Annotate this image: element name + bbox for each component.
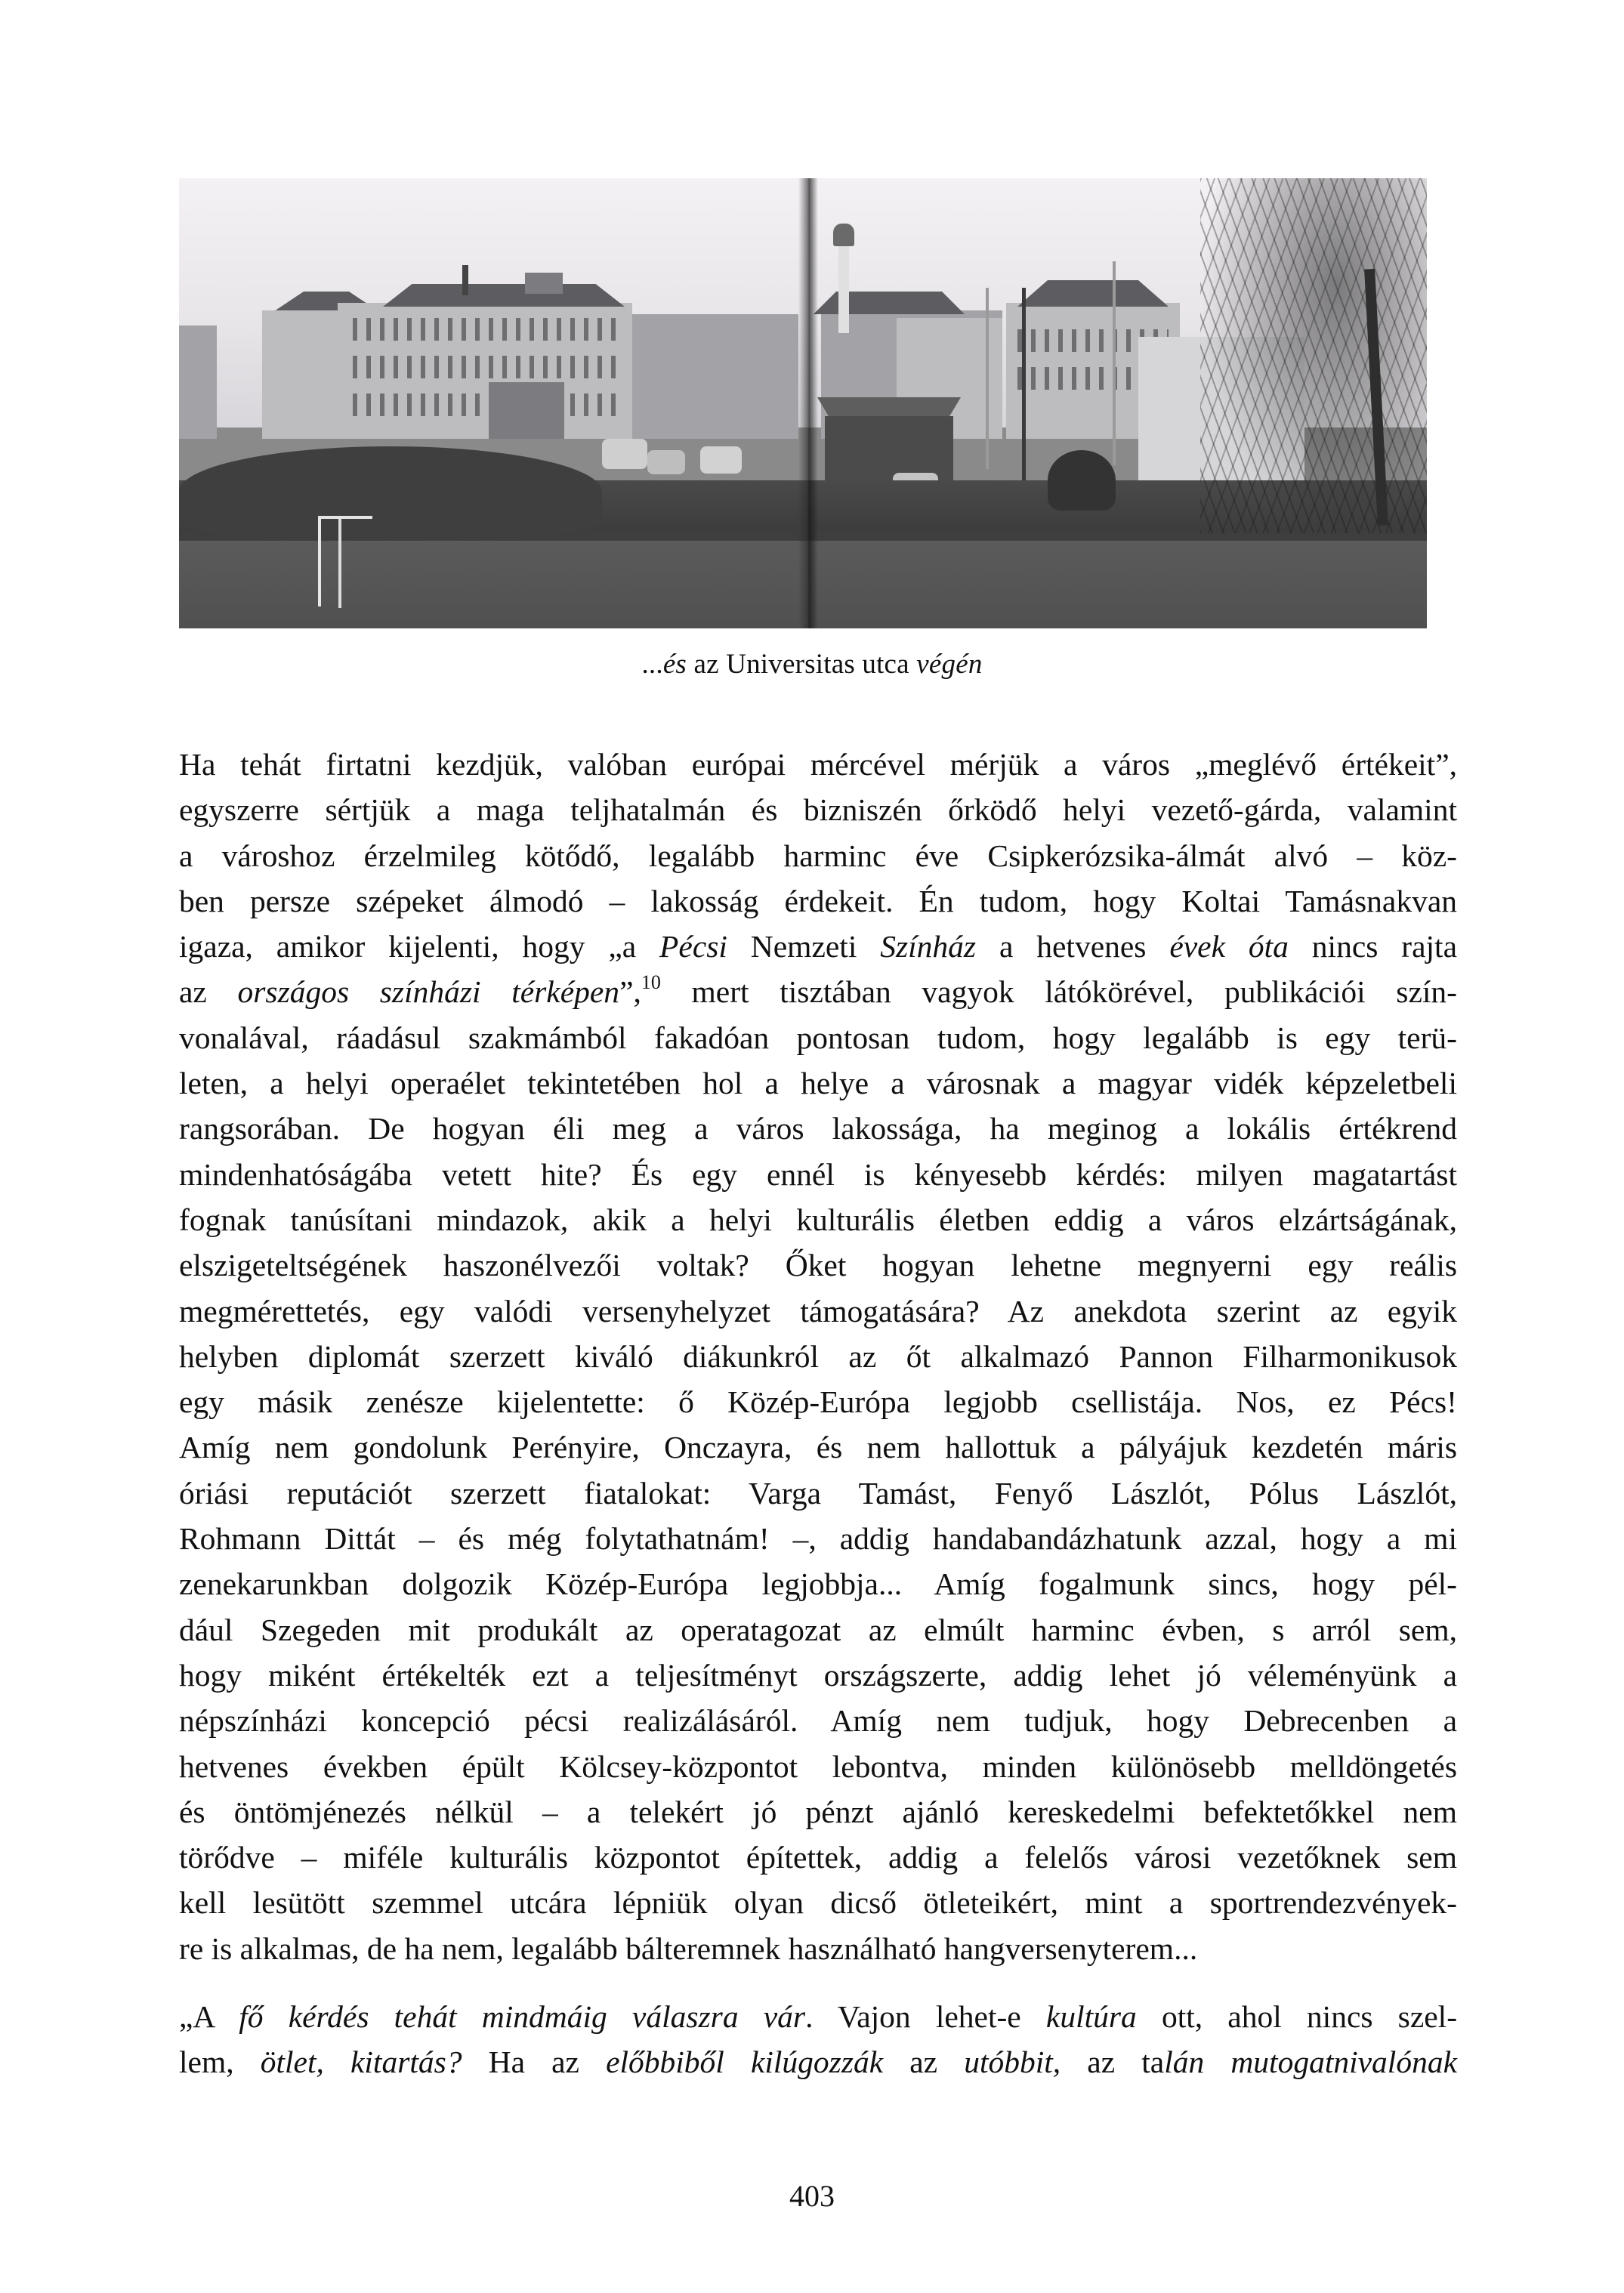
- italic-run: Pécsi: [659, 929, 727, 964]
- text-run: „A: [179, 1999, 239, 2035]
- caption-ellipsis: ...: [641, 649, 663, 680]
- text-run: . Vajon lehet-e: [805, 1999, 1046, 2035]
- photo-car: [647, 450, 685, 474]
- caption-italic-start: és: [662, 649, 687, 680]
- text-line: [179, 1471, 1457, 1516]
- italic-run: fő kérdés tehát mindmáig válaszra vár: [239, 1999, 806, 2035]
- text-line: [179, 1152, 1457, 1197]
- photo-goal-post: [338, 519, 341, 608]
- text-run: ott, ahol nincs szel-: [1136, 1999, 1458, 2035]
- text-line: [179, 1197, 1457, 1242]
- italic-run: előbbiből kilúgozzák: [606, 2045, 884, 2080]
- photo-rooftop-sign: [525, 273, 563, 294]
- text-line: [179, 787, 1457, 832]
- photograph: [179, 178, 1427, 628]
- text-line: [179, 1926, 1457, 1971]
- text-run: Rohmann Dittát – és még folytathatnám! –, addig handabandázhatunk azzal, hogy a mi: [179, 1521, 1457, 1557]
- text-run: zenekarunkban dolgozik Közép-Európa legjobbja... Amíg fogalmunk sincs, hogy pél-: [179, 1566, 1457, 1602]
- text-run: a hetvenes: [976, 929, 1170, 964]
- text-run: óriási reputációt szerzett fiatalokat: Varga Tamást, Fenyő Lászlót, Pólus Lászlót,: [179, 1475, 1457, 1511]
- text-run: ben persze szépeket álmodó – lakosság érdekeit. Én tudom, hogy Koltai Tamásnakvan: [179, 883, 1457, 918]
- text-run: az: [179, 974, 238, 1010]
- page-number: 403: [789, 2179, 835, 2213]
- text-run: hogy miként értékelték ezt a teljesítményt országszerte, addig lehet jó véleményünk a: [179, 1657, 1457, 1693]
- photo-goal-crossbar: [318, 516, 372, 519]
- photo-kiosk: [489, 382, 564, 439]
- photo-lamp-post: [1022, 288, 1026, 484]
- text-line: [179, 1334, 1457, 1379]
- text-line: [179, 1994, 1457, 2039]
- text-line: [179, 2039, 1457, 2085]
- italic-run: országos színházi térképen: [237, 974, 620, 1010]
- italic-run: utóbbit,: [964, 2045, 1061, 2080]
- photo-lamp-post: [986, 288, 989, 469]
- text-line: [179, 833, 1457, 878]
- photo-bare-tree: [1200, 178, 1427, 533]
- text-run: leten, a helyi operaélet tekintetében hol a helye a városnak a magyar vidék képzeletbeli: [179, 1066, 1457, 1101]
- text-run: nincs rajta: [1288, 929, 1457, 964]
- photo-building: [632, 314, 798, 439]
- text-line: [179, 1015, 1457, 1060]
- text-run: ”,: [619, 974, 641, 1010]
- text-run: dául Szegeden mit produkált az operatagozat az elmúlt harminc évben, s arról sem,: [179, 1612, 1457, 1647]
- text-line: [179, 1379, 1457, 1424]
- text-line: [179, 1424, 1457, 1470]
- text-line: [179, 878, 1457, 924]
- text-run: fognak tanúsítani mindazok, akik a helyi kulturális életben eddig a város elzártságának,: [179, 1202, 1457, 1237]
- italic-run: kultúra: [1045, 1999, 1137, 2035]
- text-line: [179, 1561, 1457, 1606]
- photo-windows: [353, 318, 617, 341]
- text-run: egyszerre sértjük a maga teljhatalmán és bizniszén őrködő helyi vezető-gárda, valamint: [179, 792, 1457, 828]
- photo-windows: [353, 393, 617, 416]
- text-line: [179, 1835, 1457, 1880]
- photo-book-spine-fold: [798, 178, 818, 628]
- text-run: mert tisztában vagyok látókörével, publikációi szín-: [660, 974, 1457, 1010]
- text-line: [179, 742, 1457, 787]
- text-run: megmérettetés, egy valódi versenyhelyzet támogatására? Az anekdota szerint az egyik: [179, 1293, 1457, 1329]
- text-line: [179, 1060, 1457, 1106]
- text-line: [179, 1607, 1457, 1653]
- paragraph-quote: [179, 1994, 1457, 2085]
- text-run: törődve – miféle kulturális központot építettek, addig a felelős városi vezetőknek sem: [179, 1840, 1457, 1875]
- text-line: [179, 1653, 1457, 1698]
- caption-middle: az Universitas utca: [687, 649, 917, 680]
- photo-roof: [814, 292, 965, 314]
- text-line: [179, 924, 1457, 969]
- photo-car: [602, 439, 647, 469]
- photo-bushes: [1048, 450, 1116, 511]
- text-run: mindenhatóságába vetett hite? És egy ennél is kényesebb kérdés: milyen magatartást: [179, 1156, 1457, 1192]
- text-run: igaza, amikor kijelenti, hogy „a: [179, 929, 660, 964]
- text-run: az: [883, 2045, 965, 2080]
- text-run: lem,: [179, 2045, 261, 2080]
- text-run: Ha az: [462, 2045, 607, 2080]
- photo-windows: [353, 356, 617, 378]
- text-run: Nemzeti: [727, 929, 881, 964]
- text-run: re is alkalmas, de ha nem, legalább bálteremnek használható hangversenyterem...: [179, 1930, 1198, 1966]
- photo-chimney: [462, 265, 468, 295]
- photo-restaurant-sign: [833, 224, 854, 246]
- caption-italic-end: végén: [916, 649, 983, 680]
- text-run: elszigeteltségének haszonélvezői voltak? Őket hogyan lehetne megnyerni egy reális: [179, 1248, 1457, 1283]
- text-line: [179, 1744, 1457, 1789]
- photo-roof: [383, 284, 625, 307]
- text-run: egy másik zenésze kijelentette: ő Közép-Európa legjobb csellistája. Nos, ez Pécs!: [179, 1384, 1457, 1420]
- text-run: hetvenes években épült Kölcsey-központot lebontva, minden különösebb melldöngetés: [179, 1748, 1457, 1784]
- body-text: [179, 742, 1457, 2085]
- italic-run: évek óta: [1169, 929, 1289, 964]
- italic-run: Színház: [880, 929, 977, 964]
- photo-lamp-post: [1113, 261, 1116, 465]
- text-run: népszínházi koncepció pécsi realizálásáról. Amíg nem tudjuk, hogy Debrecenben a: [179, 1703, 1457, 1739]
- text-line: [179, 969, 1457, 1014]
- paragraph: [179, 742, 1457, 1971]
- text-line: [179, 1242, 1457, 1288]
- text-run: a városhoz érzelmileg kötődő, legalább harminc éve Csipkerózsika-álmát alvó – köz-: [179, 838, 1457, 873]
- text-run: az ta: [1061, 2045, 1165, 2080]
- italic-run: ötlet, kitartás?: [260, 2045, 462, 2080]
- text-line: [179, 1698, 1457, 1743]
- photo-building: [179, 326, 217, 439]
- text-run: rangsorában. De hogyan éli meg a város lakossága, ha meginog a lokális értékrend: [179, 1111, 1457, 1146]
- text-run: Amíg nem gondolunk Perényire, Onczayra, és nem hallottuk a pályájuk kezdetén máris: [179, 1430, 1457, 1465]
- text-line: [179, 1106, 1457, 1151]
- text-run: helyben diplomát szerzett kiváló diákunkról az őt alkalmazó Pannon Filharmonikusok: [179, 1338, 1457, 1374]
- text-line: [179, 1516, 1457, 1561]
- text-run: és öntömjénezés nélkül – a telekért jó pénzt ajánló kereskedelmi befektetőkkel nem: [179, 1794, 1457, 1829]
- text-line: [179, 1288, 1457, 1334]
- photo-bushes: [179, 446, 602, 537]
- photo-goal-post: [318, 516, 321, 606]
- text-run: Ha tehát firtatni kezdjük, valóban európai mércével mérjük a város „meglévő értékeit”,: [179, 747, 1457, 782]
- photo-caption: [0, 648, 1624, 680]
- text-run: vonalával, ráadásul szakmámból fakadóan pontosan tudom, hogy legalább is egy terü-: [179, 1020, 1457, 1055]
- photo-car: [700, 446, 742, 474]
- text-line: [179, 1880, 1457, 1925]
- text-line: [179, 1789, 1457, 1835]
- italic-run: lán mutogatnivalónak: [1164, 2045, 1458, 2080]
- footnote-marker: 10: [641, 971, 661, 993]
- text-run: kell lesütött szemmel utcára lépniük olyan dicső ötleteikért, mint a sportrendezvények-: [179, 1885, 1457, 1921]
